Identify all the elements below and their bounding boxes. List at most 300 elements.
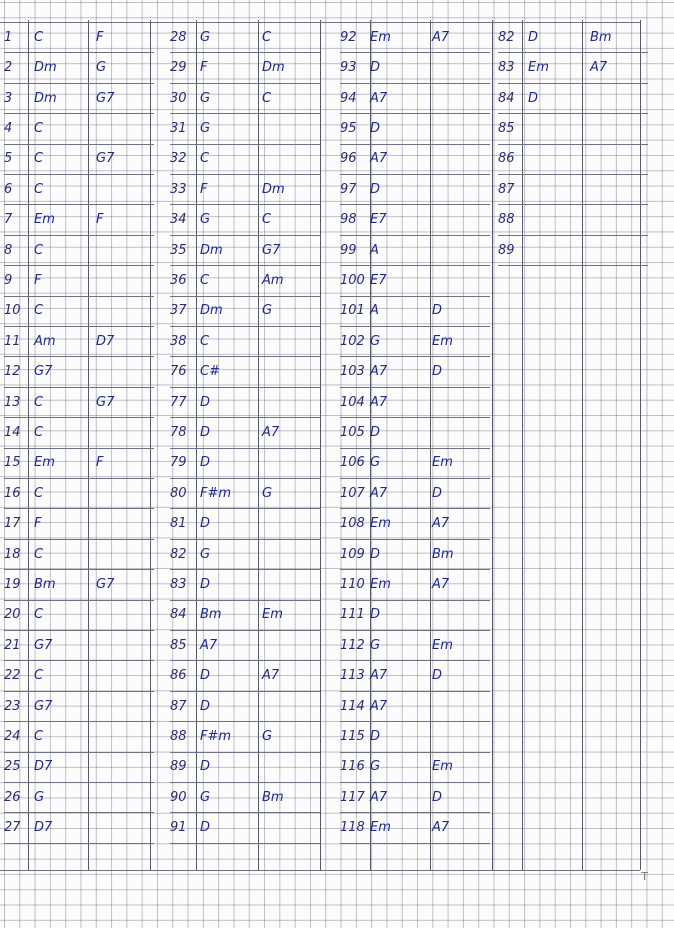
- chord-second: Em: [432, 455, 453, 471]
- bar-number: 85: [170, 637, 187, 653]
- bar-number: 4: [4, 120, 13, 136]
- chord-first: D: [528, 29, 539, 45]
- chord-first: Em: [34, 455, 55, 471]
- chord-row: [170, 782, 322, 813]
- chord-first: Bm: [200, 607, 222, 623]
- chord-row: [340, 296, 492, 327]
- chord-row: [4, 52, 156, 83]
- chord-first: Dm: [200, 242, 223, 258]
- bar-number: 82: [170, 546, 187, 562]
- chord-first: F#m: [200, 728, 232, 744]
- bar-number: 36: [170, 272, 187, 288]
- chord-row: [4, 417, 156, 448]
- chord-second: G: [262, 728, 273, 744]
- chord-row: [170, 478, 322, 509]
- chord-first: Dm: [200, 303, 223, 319]
- chord-row: [170, 691, 322, 722]
- chord-row: [340, 782, 492, 813]
- chord-second: G: [262, 485, 273, 501]
- chord-row: [4, 356, 156, 387]
- chord-row: [4, 569, 156, 600]
- chord-row: [170, 387, 322, 418]
- bar-number: 106: [340, 455, 365, 471]
- chord-row: [340, 448, 492, 479]
- chord-row: [340, 52, 492, 83]
- chord-row: [4, 144, 156, 175]
- bar-number: 7: [4, 212, 13, 228]
- bar-number: 105: [340, 424, 365, 440]
- bar-number: 28: [170, 29, 187, 45]
- chord-second: D: [432, 364, 443, 380]
- bar-number: 92: [340, 29, 357, 45]
- bar-number: 76: [170, 364, 187, 380]
- bar-number: 114: [340, 698, 365, 714]
- chord-first: F: [34, 272, 42, 288]
- chord-row: [340, 265, 492, 296]
- bar-number: 16: [4, 485, 21, 501]
- chord-second: A7: [432, 576, 450, 592]
- chord-row: [170, 508, 322, 539]
- chord-first: Em: [370, 29, 391, 45]
- bar-number: 98: [340, 212, 357, 228]
- bar-number: 82: [498, 29, 515, 45]
- chord-row: [4, 478, 156, 509]
- chord-first: A7: [370, 789, 388, 805]
- chord-first: C: [34, 728, 44, 744]
- chord-row: [170, 174, 322, 205]
- bar-number: 112: [340, 637, 365, 653]
- chord-first: D: [370, 546, 381, 562]
- chord-row: [340, 417, 492, 448]
- chord-first: G: [200, 789, 211, 805]
- chord-first: D: [200, 394, 211, 410]
- chord-row: [498, 22, 650, 53]
- chord-row: [170, 83, 322, 114]
- chord-first: C: [34, 546, 44, 562]
- chord-first: Bm: [34, 576, 56, 592]
- bar-number: 32: [170, 151, 187, 167]
- bar-number: 83: [170, 576, 187, 592]
- chord-row: [4, 812, 156, 843]
- chord-second: A7: [432, 820, 450, 836]
- chord-row: [498, 113, 650, 144]
- bar-number: 31: [170, 120, 187, 136]
- bar-number: 110: [340, 576, 365, 592]
- chord-second: G: [262, 303, 273, 319]
- chord-first: D: [200, 576, 211, 592]
- chord-row: [4, 721, 156, 752]
- chord-first: F: [200, 181, 208, 197]
- chord-first: D: [370, 424, 381, 440]
- chord-second: Em: [432, 333, 453, 349]
- column-rule: [492, 20, 493, 870]
- chord-row: [4, 113, 156, 144]
- chord-second: G7: [262, 242, 281, 258]
- chord-row: [170, 448, 322, 479]
- chord-first: C: [34, 29, 44, 45]
- chord-first: D: [370, 60, 381, 76]
- chord-row: [340, 22, 492, 53]
- bar-number: 38: [170, 333, 187, 349]
- chord-first: A7: [370, 364, 388, 380]
- chord-first: C: [200, 272, 210, 288]
- chord-row: [340, 752, 492, 783]
- chord-row: [340, 144, 492, 175]
- chord-first: Dm: [34, 60, 57, 76]
- chord-row: [4, 326, 156, 357]
- bar-number: 26: [4, 789, 21, 805]
- chord-first: F#m: [200, 485, 232, 501]
- chord-second: Am: [262, 272, 284, 288]
- chord-row: [170, 144, 322, 175]
- bar-number: 23: [4, 698, 21, 714]
- chord-first: F: [200, 60, 208, 76]
- chord-first: D: [370, 181, 381, 197]
- chord-second: D7: [96, 333, 115, 349]
- chord-first: D7: [34, 820, 53, 836]
- chord-row: [170, 296, 322, 327]
- bar-number: 88: [498, 212, 515, 228]
- chord-row: [4, 296, 156, 327]
- chord-row: [340, 812, 492, 843]
- chord-second: D: [432, 303, 443, 319]
- bar-number: 9: [4, 272, 13, 288]
- chord-first: C: [34, 120, 44, 136]
- row-rule: [4, 843, 154, 844]
- chord-row: [498, 204, 650, 235]
- chord-first: G7: [34, 698, 53, 714]
- chord-first: C: [34, 485, 44, 501]
- chord-row: [170, 721, 322, 752]
- chord-row: [498, 83, 650, 114]
- chord-row: [4, 448, 156, 479]
- chord-first: C: [34, 394, 44, 410]
- chord-row: [498, 52, 650, 83]
- chord-second: Dm: [262, 181, 285, 197]
- bar-number: 83: [498, 60, 515, 76]
- bar-number: 107: [340, 485, 365, 501]
- chord-second: Dm: [262, 60, 285, 76]
- bar-number: 104: [340, 394, 365, 410]
- chord-second: A7: [432, 29, 450, 45]
- chord-row: [4, 387, 156, 418]
- bar-number: 24: [4, 728, 21, 744]
- chord-second: D: [432, 668, 443, 684]
- chord-row: [340, 539, 492, 570]
- chord-first: A7: [370, 90, 388, 106]
- chord-second: Em: [432, 637, 453, 653]
- chord-first: E7: [370, 212, 387, 228]
- chord-first: G: [200, 120, 211, 136]
- bar-number: 84: [170, 607, 187, 623]
- bar-number: 5: [4, 151, 13, 167]
- bar-number: 18: [4, 546, 21, 562]
- chord-first: D: [370, 120, 381, 136]
- chord-row: [170, 569, 322, 600]
- bar-number: 12: [4, 364, 21, 380]
- bar-number: 37: [170, 303, 187, 319]
- chord-first: G: [200, 90, 211, 106]
- chord-second: A7: [590, 60, 608, 76]
- bar-number: 88: [170, 728, 187, 744]
- chord-row: [340, 721, 492, 752]
- chord-first: Em: [370, 820, 391, 836]
- chord-second: G7: [96, 394, 115, 410]
- chord-second: F: [96, 212, 104, 228]
- chord-row: [4, 630, 156, 661]
- chord-row: [170, 752, 322, 783]
- bar-number: 29: [170, 60, 187, 76]
- chord-first: G: [200, 212, 211, 228]
- bar-number: 19: [4, 576, 21, 592]
- chord-first: G: [370, 333, 381, 349]
- chord-row: [340, 113, 492, 144]
- chord-row: [340, 174, 492, 205]
- chord-second: F: [96, 455, 104, 471]
- chord-first: G7: [34, 637, 53, 653]
- bar-number: 100: [340, 272, 365, 288]
- chord-row: [170, 630, 322, 661]
- chord-second: D: [432, 789, 443, 805]
- bar-number: 117: [340, 789, 365, 805]
- bar-number: 109: [340, 546, 365, 562]
- chord-second: Bm: [590, 29, 612, 45]
- bar-number: 15: [4, 455, 21, 471]
- chord-second: Bm: [432, 546, 454, 562]
- bar-number: 8: [4, 242, 13, 258]
- chord-second: C: [262, 90, 272, 106]
- bar-number: 101: [340, 303, 365, 319]
- bar-number: 21: [4, 637, 21, 653]
- chord-row: [4, 660, 156, 691]
- chord-second: C: [262, 29, 272, 45]
- chord-first: A7: [370, 151, 388, 167]
- chord-first: C: [34, 607, 44, 623]
- chord-row: [4, 600, 156, 631]
- chord-first: D: [200, 698, 211, 714]
- chord-row: [340, 630, 492, 661]
- bar-number: 94: [340, 90, 357, 106]
- chord-first: D: [200, 759, 211, 775]
- chord-first: D: [370, 607, 381, 623]
- chord-first: F: [34, 516, 42, 532]
- chord-second: G7: [96, 151, 115, 167]
- chord-second: A7: [262, 668, 280, 684]
- chord-row: [340, 569, 492, 600]
- chord-first: E7: [370, 272, 387, 288]
- corner-mark: T: [641, 870, 648, 883]
- chord-row: [4, 508, 156, 539]
- row-rule: [170, 843, 320, 844]
- bar-number: 80: [170, 485, 187, 501]
- chord-second: A7: [432, 516, 450, 532]
- chord-row: [4, 782, 156, 813]
- chord-first: Dm: [34, 90, 57, 106]
- chord-row: [340, 83, 492, 114]
- chord-row: [4, 752, 156, 783]
- chord-first: Em: [370, 516, 391, 532]
- chord-row: [340, 508, 492, 539]
- bar-number: 79: [170, 455, 187, 471]
- chord-first: Am: [34, 333, 56, 349]
- chord-row: [340, 235, 492, 266]
- chord-row: [4, 539, 156, 570]
- bar-number: 17: [4, 516, 21, 532]
- bar-number: 102: [340, 333, 365, 349]
- bar-number: 97: [340, 181, 357, 197]
- chord-first: A7: [370, 698, 388, 714]
- chord-first: G: [370, 455, 381, 471]
- chord-row: [498, 174, 650, 205]
- chord-first: D: [528, 90, 539, 106]
- bar-number: 113: [340, 668, 365, 684]
- chord-first: G: [200, 29, 211, 45]
- chord-first: G: [370, 637, 381, 653]
- bar-number: 22: [4, 668, 21, 684]
- chord-row: [170, 204, 322, 235]
- chord-second: F: [96, 29, 104, 45]
- chord-second: D: [432, 485, 443, 501]
- chord-first: A7: [370, 668, 388, 684]
- chord-row: [340, 387, 492, 418]
- chord-row: [170, 660, 322, 691]
- bar-number: 11: [4, 333, 21, 349]
- chord-row: [170, 235, 322, 266]
- bar-number: 108: [340, 516, 365, 532]
- chord-row: [170, 326, 322, 357]
- chord-row: [170, 812, 322, 843]
- row-rule: [340, 843, 490, 844]
- chord-row: [4, 235, 156, 266]
- chord-second: A7: [262, 424, 280, 440]
- bar-number: 14: [4, 424, 21, 440]
- chord-first: C: [34, 424, 44, 440]
- chord-row: [4, 265, 156, 296]
- bar-number: 77: [170, 394, 187, 410]
- chord-first: C: [34, 242, 44, 258]
- chord-first: C: [200, 333, 210, 349]
- chord-first: D: [200, 668, 211, 684]
- chord-first: C: [34, 181, 44, 197]
- chord-row: [170, 600, 322, 631]
- bar-number: 93: [340, 60, 357, 76]
- bar-number: 13: [4, 394, 21, 410]
- bar-number: 91: [170, 820, 187, 836]
- chord-first: C: [34, 303, 44, 319]
- bar-number: 1: [4, 29, 13, 45]
- chord-row: [170, 52, 322, 83]
- chord-first: Em: [528, 60, 549, 76]
- chord-second: Bm: [262, 789, 284, 805]
- bar-number: 30: [170, 90, 187, 106]
- bar-number: 33: [170, 181, 187, 197]
- chord-first: D7: [34, 759, 53, 775]
- bar-number: 27: [4, 820, 21, 836]
- chord-row: [340, 356, 492, 387]
- chord-second: Em: [262, 607, 283, 623]
- chord-first: D: [200, 455, 211, 471]
- bar-number: 95: [340, 120, 357, 136]
- bar-number: 86: [498, 151, 515, 167]
- bar-number: 81: [170, 516, 187, 532]
- chord-first: A: [370, 303, 379, 319]
- chord-row: [340, 478, 492, 509]
- bar-number: 85: [498, 120, 515, 136]
- chord-row: [4, 22, 156, 53]
- chord-row: [340, 326, 492, 357]
- bar-number: 96: [340, 151, 357, 167]
- chord-row: [498, 235, 650, 266]
- chord-row: [170, 265, 322, 296]
- bar-number: 103: [340, 364, 365, 380]
- bar-number: 90: [170, 789, 187, 805]
- bar-number: 118: [340, 820, 365, 836]
- chord-first: A7: [200, 637, 218, 653]
- bar-number: 89: [498, 242, 515, 258]
- bar-number: 2: [4, 60, 13, 76]
- bar-number: 78: [170, 424, 187, 440]
- bar-number: 99: [340, 242, 357, 258]
- chord-first: Em: [370, 576, 391, 592]
- bar-number: 20: [4, 607, 21, 623]
- chord-second: G: [96, 60, 107, 76]
- bar-number: 84: [498, 90, 515, 106]
- chord-row: [4, 83, 156, 114]
- bar-number: 111: [340, 607, 365, 623]
- chord-first: G: [370, 759, 381, 775]
- chord-row: [340, 204, 492, 235]
- bar-number: 25: [4, 759, 21, 775]
- chord-row: [340, 660, 492, 691]
- chord-first: A7: [370, 394, 388, 410]
- bar-number: 89: [170, 759, 187, 775]
- chord-first: A: [370, 242, 379, 258]
- chord-row: [340, 691, 492, 722]
- chord-second: G7: [96, 576, 115, 592]
- row-rule: [498, 265, 648, 266]
- chord-first: D: [200, 516, 211, 532]
- bar-number: 115: [340, 728, 365, 744]
- chord-first: G: [200, 546, 211, 562]
- chord-row: [4, 174, 156, 205]
- chord-second: Em: [432, 759, 453, 775]
- bottom-rule: [0, 870, 640, 871]
- chord-second: C: [262, 212, 272, 228]
- bar-number: 87: [498, 181, 515, 197]
- bar-number: 87: [170, 698, 187, 714]
- chord-row: [4, 691, 156, 722]
- chord-row: [170, 22, 322, 53]
- chord-row: [340, 600, 492, 631]
- chord-first: C#: [200, 364, 220, 380]
- chord-first: D: [370, 728, 381, 744]
- chord-first: D: [200, 820, 211, 836]
- chord-first: D: [200, 424, 211, 440]
- chord-row: [170, 356, 322, 387]
- chord-first: C: [34, 668, 44, 684]
- chord-first: C: [34, 151, 44, 167]
- chord-first: C: [200, 151, 210, 167]
- chord-row: [170, 417, 322, 448]
- chord-first: A7: [370, 485, 388, 501]
- bar-number: 34: [170, 212, 187, 228]
- chord-second: G7: [96, 90, 115, 106]
- bar-number: 10: [4, 303, 21, 319]
- bar-number: 35: [170, 242, 187, 258]
- chord-row: [170, 539, 322, 570]
- chord-first: G7: [34, 364, 53, 380]
- chord-row: [4, 204, 156, 235]
